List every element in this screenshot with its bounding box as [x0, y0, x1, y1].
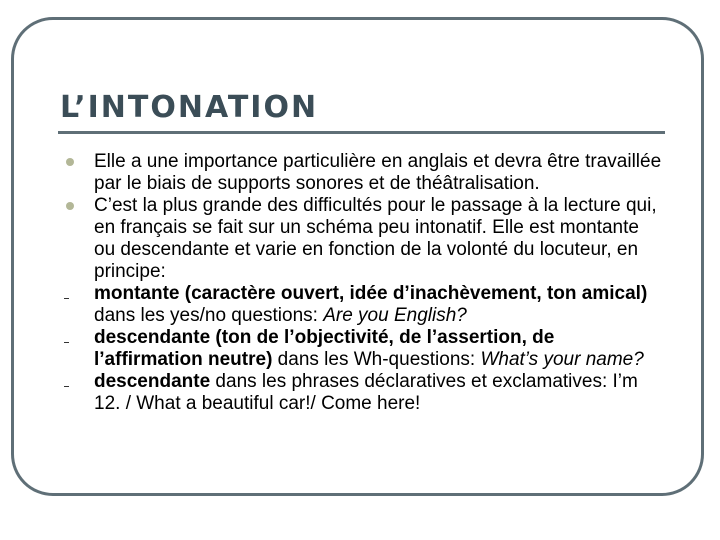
sub-item-falling-declarative: [60, 371, 665, 415]
item-example: What’s your name?: [480, 349, 644, 370]
bullet-item-importance: [60, 151, 665, 195]
dash-bullet-icon: [64, 327, 76, 349]
bullet-list: [60, 151, 665, 415]
dash-bullet-icon: [64, 371, 76, 393]
title-underline: [58, 131, 665, 134]
item-text: dans les Wh-questions:: [272, 349, 481, 370]
slide-title: L’INTONATION: [60, 90, 319, 125]
item-text: Elle a une importance particulière en anglais et devra être travaillée par le biais de supports sonores et de théâtralisation.: [94, 151, 662, 194]
item-bold-text: montante (caractère ouvert, idée d’inachèvement, ton amical): [94, 283, 648, 304]
item-example: Are you English?: [323, 305, 467, 326]
round-bullet-icon: [64, 195, 76, 217]
item-bold-text: descendante (ton de l’objectivité, de l’assertion, de l’affirmation neutre): [94, 327, 555, 370]
dash-bullet-icon: [64, 283, 76, 305]
item-text: dans les phrases déclaratives et exclamatives: I’m 12. / What a beautiful car!/ Come here!: [94, 371, 638, 414]
round-bullet-icon: [64, 151, 76, 173]
sub-item-rising: [60, 283, 665, 327]
sub-item-falling-wh: [60, 327, 665, 371]
item-text: C’est la plus grande des difficultés pour le passage à la lecture qui, en français se fait sur un schéma peu intonatif. Elle est montante ou descendante et varie en fonction de la volonté du locuteur, en principe:: [94, 195, 657, 282]
bullet-item-difficulty: [60, 195, 665, 283]
item-bold-text: descendante: [94, 371, 211, 392]
item-text: dans les yes/no questions:: [94, 305, 324, 326]
